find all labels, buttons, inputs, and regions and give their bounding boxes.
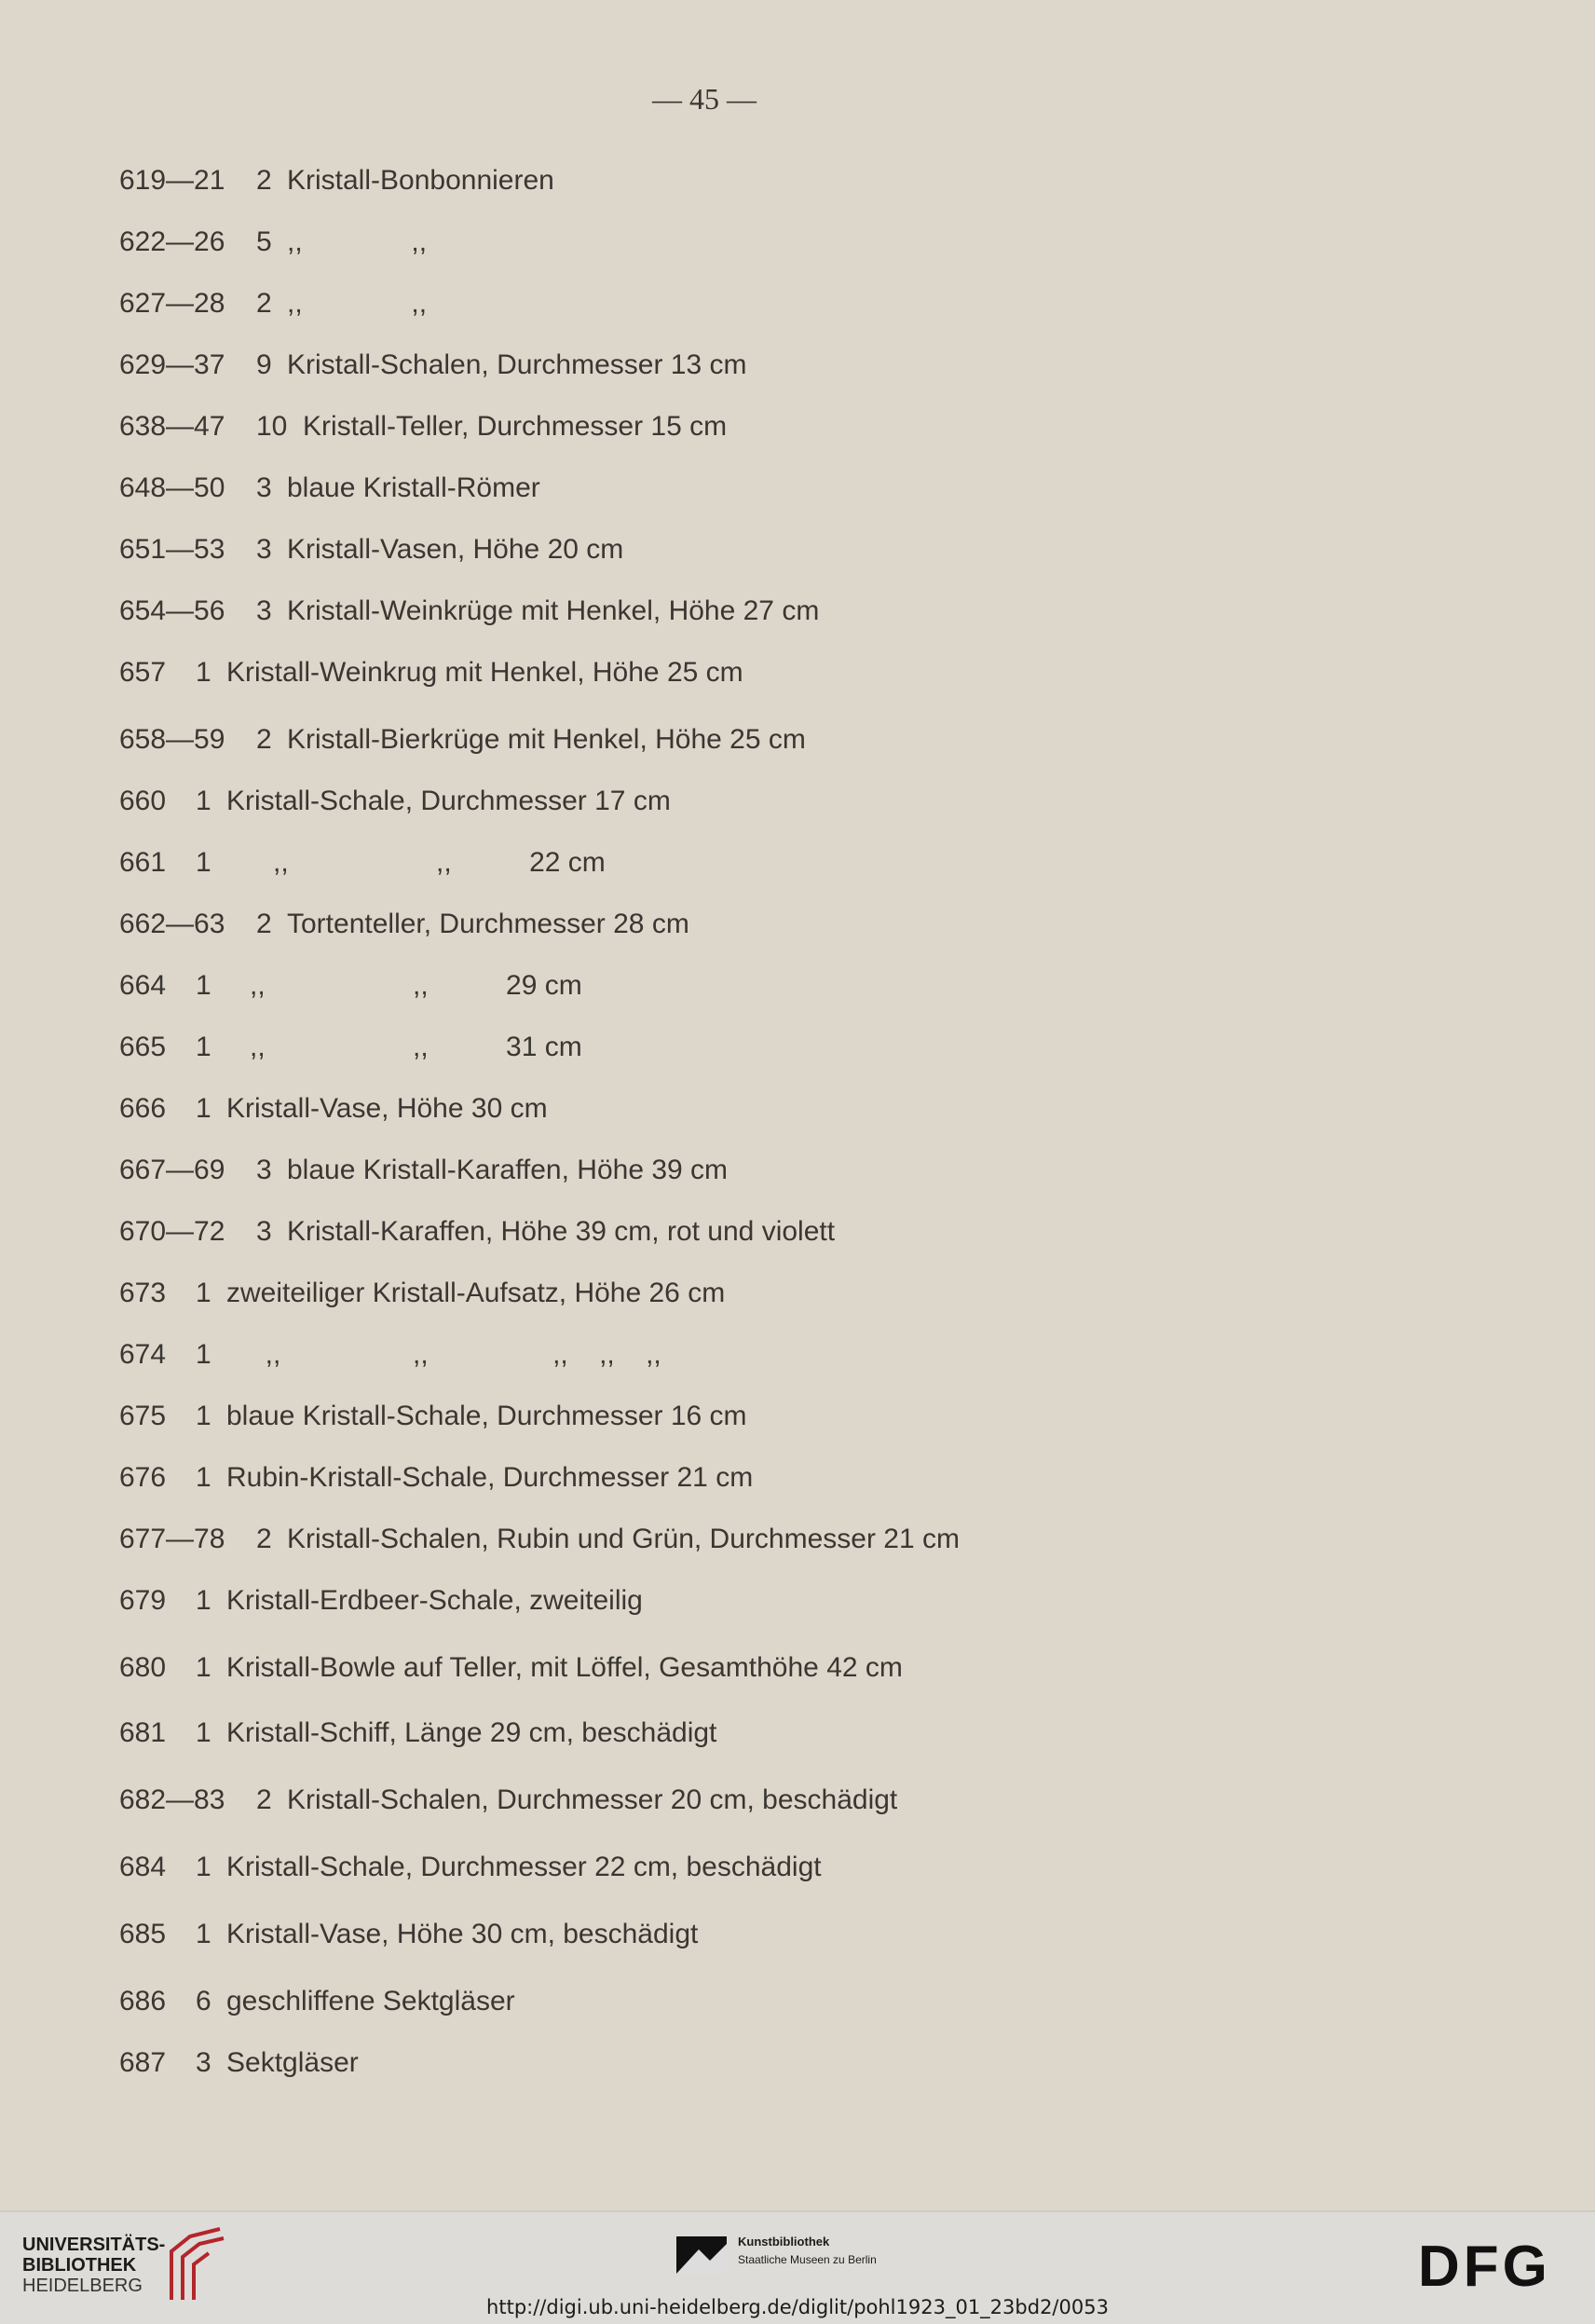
entry-description: ,, ,, 31 cm [226, 1032, 582, 1062]
entry-quantity: 1 [196, 657, 211, 688]
entry-quantity: 3 [196, 2047, 211, 2078]
entry-description: ,, ,, [287, 226, 428, 257]
entry-quantity: 9 [256, 349, 272, 380]
entry-quantity: 2 [256, 724, 272, 755]
entry-number: 680 [119, 1652, 167, 1683]
entry-number: 664 [119, 970, 167, 1001]
entry-quantity: 2 [256, 288, 272, 319]
entry-number: 638—47 [119, 411, 225, 442]
entry-number: 687 [119, 2047, 167, 2078]
entry-number: 686 [119, 1986, 167, 2016]
page-number: — 45 — [652, 82, 757, 116]
entry-quantity: 2 [256, 1524, 272, 1554]
entry-description: blaue Kristall-Römer [287, 472, 540, 503]
entry-description: ,, ,, 29 cm [226, 970, 582, 1001]
viewer-footer [0, 2210, 1595, 2324]
entry-quantity: 3 [256, 472, 272, 503]
entry-number: 675 [119, 1401, 167, 1431]
permalink-url[interactable]: http://digi.ub.uni-heidelberg.de/diglit/pohl1923_01_23bd2/0053 [486, 2296, 1109, 2318]
entry-number: 660 [119, 786, 167, 816]
entry-description: Kristall-Bowle auf Teller, mit Löffel, Gesamthöhe 42 cm [226, 1652, 903, 1683]
entry-quantity: 1 [196, 847, 211, 878]
entry-number: 667—69 [119, 1155, 225, 1185]
entry-number: 654—56 [119, 595, 225, 626]
entry-description: Rubin-Kristall-Schale, Durchmesser 21 cm [226, 1462, 754, 1493]
entry-number: 684 [119, 1852, 167, 1882]
entry-number: 622—26 [119, 226, 225, 257]
entry-description: Kristall-Schalen, Durchmesser 13 cm [287, 349, 747, 380]
entry-number: 677—78 [119, 1524, 225, 1554]
entry-quantity: 5 [256, 226, 272, 257]
entry-description: Kristall-Weinkrüge mit Henkel, Höhe 27 cm [287, 595, 820, 626]
entry-description: Kristall-Vasen, Höhe 20 cm [287, 534, 624, 565]
entry-number: 665 [119, 1032, 167, 1062]
entry-number: 661 [119, 847, 167, 878]
entry-description: Kristall-Schalen, Durchmesser 20 cm, beschädigt [287, 1784, 898, 1815]
entry-quantity: 1 [196, 786, 211, 816]
entry-number: 673 [119, 1278, 167, 1308]
entry-description: Kristall-Bierkrüge mit Henkel, Höhe 25 cm [287, 724, 806, 755]
entry-description: geschliffene Sektgläser [226, 1986, 515, 2016]
entry-description: ,, ,, [287, 288, 428, 319]
entry-number: 681 [119, 1717, 167, 1748]
entry-number: 682—83 [119, 1784, 225, 1815]
entry-number: 651—53 [119, 534, 225, 565]
entry-number: 658—59 [119, 724, 225, 755]
ub-logo-line-3: HEIDELBERG [22, 2276, 143, 2296]
entry-quantity: 1 [196, 1032, 211, 1062]
entry-quantity: 1 [196, 1919, 211, 1949]
entry-description: zweiteiliger Kristall-Aufsatz, Höhe 26 cm [226, 1278, 726, 1308]
entry-number: 676 [119, 1462, 167, 1493]
entry-quantity: 10 [256, 411, 288, 442]
entry-quantity: 1 [196, 1585, 211, 1616]
entry-description: Kristall-Karaffen, Höhe 39 cm, rot und violett [287, 1216, 836, 1247]
entry-quantity: 2 [256, 1784, 272, 1815]
entry-quantity: 2 [256, 909, 272, 939]
entry-description: Sektgläser [226, 2047, 359, 2078]
entry-description: Kristall-Bonbonnieren [287, 165, 554, 196]
ub-emblem-icon [162, 2227, 227, 2305]
entry-number: 627—28 [119, 288, 225, 319]
entry-quantity: 1 [196, 1278, 211, 1308]
entry-quantity: 6 [196, 1986, 211, 2016]
entry-description: Kristall-Vase, Höhe 30 cm, beschädigt [226, 1919, 699, 1949]
entry-description: ,, ,, 22 cm [226, 847, 606, 878]
entry-quantity: 1 [196, 970, 211, 1001]
kunstbibliothek-emblem-icon [676, 2236, 727, 2274]
kunstbibliothek-title: Kunstbibliothek [738, 2235, 830, 2249]
entry-number: 666 [119, 1093, 167, 1124]
entry-quantity: 3 [256, 1155, 272, 1185]
entry-number: 674 [119, 1339, 167, 1370]
entry-quantity: 3 [256, 1216, 272, 1247]
entry-number: 685 [119, 1919, 167, 1949]
entry-description: blaue Kristall-Karaffen, Höhe 39 cm [287, 1155, 729, 1185]
entry-quantity: 1 [196, 1093, 211, 1124]
entry-quantity: 1 [196, 1462, 211, 1493]
entry-number: 679 [119, 1585, 167, 1616]
entry-number: 619—21 [119, 165, 225, 196]
entry-number: 657 [119, 657, 167, 688]
entry-description: Kristall-Vase, Höhe 30 cm [226, 1093, 548, 1124]
entry-number: 629—37 [119, 349, 225, 380]
entry-quantity: 1 [196, 1852, 211, 1882]
entry-description: Kristall-Schiff, Länge 29 cm, beschädigt [226, 1717, 717, 1748]
entry-quantity: 2 [256, 165, 272, 196]
entry-quantity: 1 [196, 1717, 211, 1748]
ub-logo-line-2: BIBLIOTHEK [22, 2255, 137, 2276]
entry-description: Tortenteller, Durchmesser 28 cm [287, 909, 689, 939]
entry-description: ,, ,, ,, ,, ,, [226, 1339, 661, 1370]
entry-quantity: 1 [196, 1339, 211, 1370]
entry-description: blaue Kristall-Schale, Durchmesser 16 cm [226, 1401, 747, 1431]
entry-quantity: 3 [256, 595, 272, 626]
entry-number: 670—72 [119, 1216, 225, 1247]
entry-description: Kristall-Schale, Durchmesser 22 cm, beschädigt [226, 1852, 822, 1882]
entry-description: Kristall-Erdbeer-Schale, zweiteilig [226, 1585, 643, 1616]
entry-description: Kristall-Schale, Durchmesser 17 cm [226, 786, 671, 816]
entry-description: Kristall-Schalen, Rubin und Grün, Durchmesser 21 cm [287, 1524, 960, 1554]
entry-number: 648—50 [119, 472, 225, 503]
ub-logo-line-1: UNIVERSITÄTS- [22, 2235, 166, 2255]
entry-quantity: 1 [196, 1652, 211, 1683]
entry-number: 662—63 [119, 909, 225, 939]
entry-description: Kristall-Teller, Durchmesser 15 cm [303, 411, 728, 442]
entry-quantity: 3 [256, 534, 272, 565]
entry-quantity: 1 [196, 1401, 211, 1431]
kunstbibliothek-logo[interactable] [676, 2229, 956, 2285]
entry-description: Kristall-Weinkrug mit Henkel, Höhe 25 cm [226, 657, 743, 688]
kunstbibliothek-subtitle: Staatliche Museen zu Berlin [738, 2253, 877, 2266]
dfg-logo[interactable]: DFG [1418, 2235, 1551, 2299]
